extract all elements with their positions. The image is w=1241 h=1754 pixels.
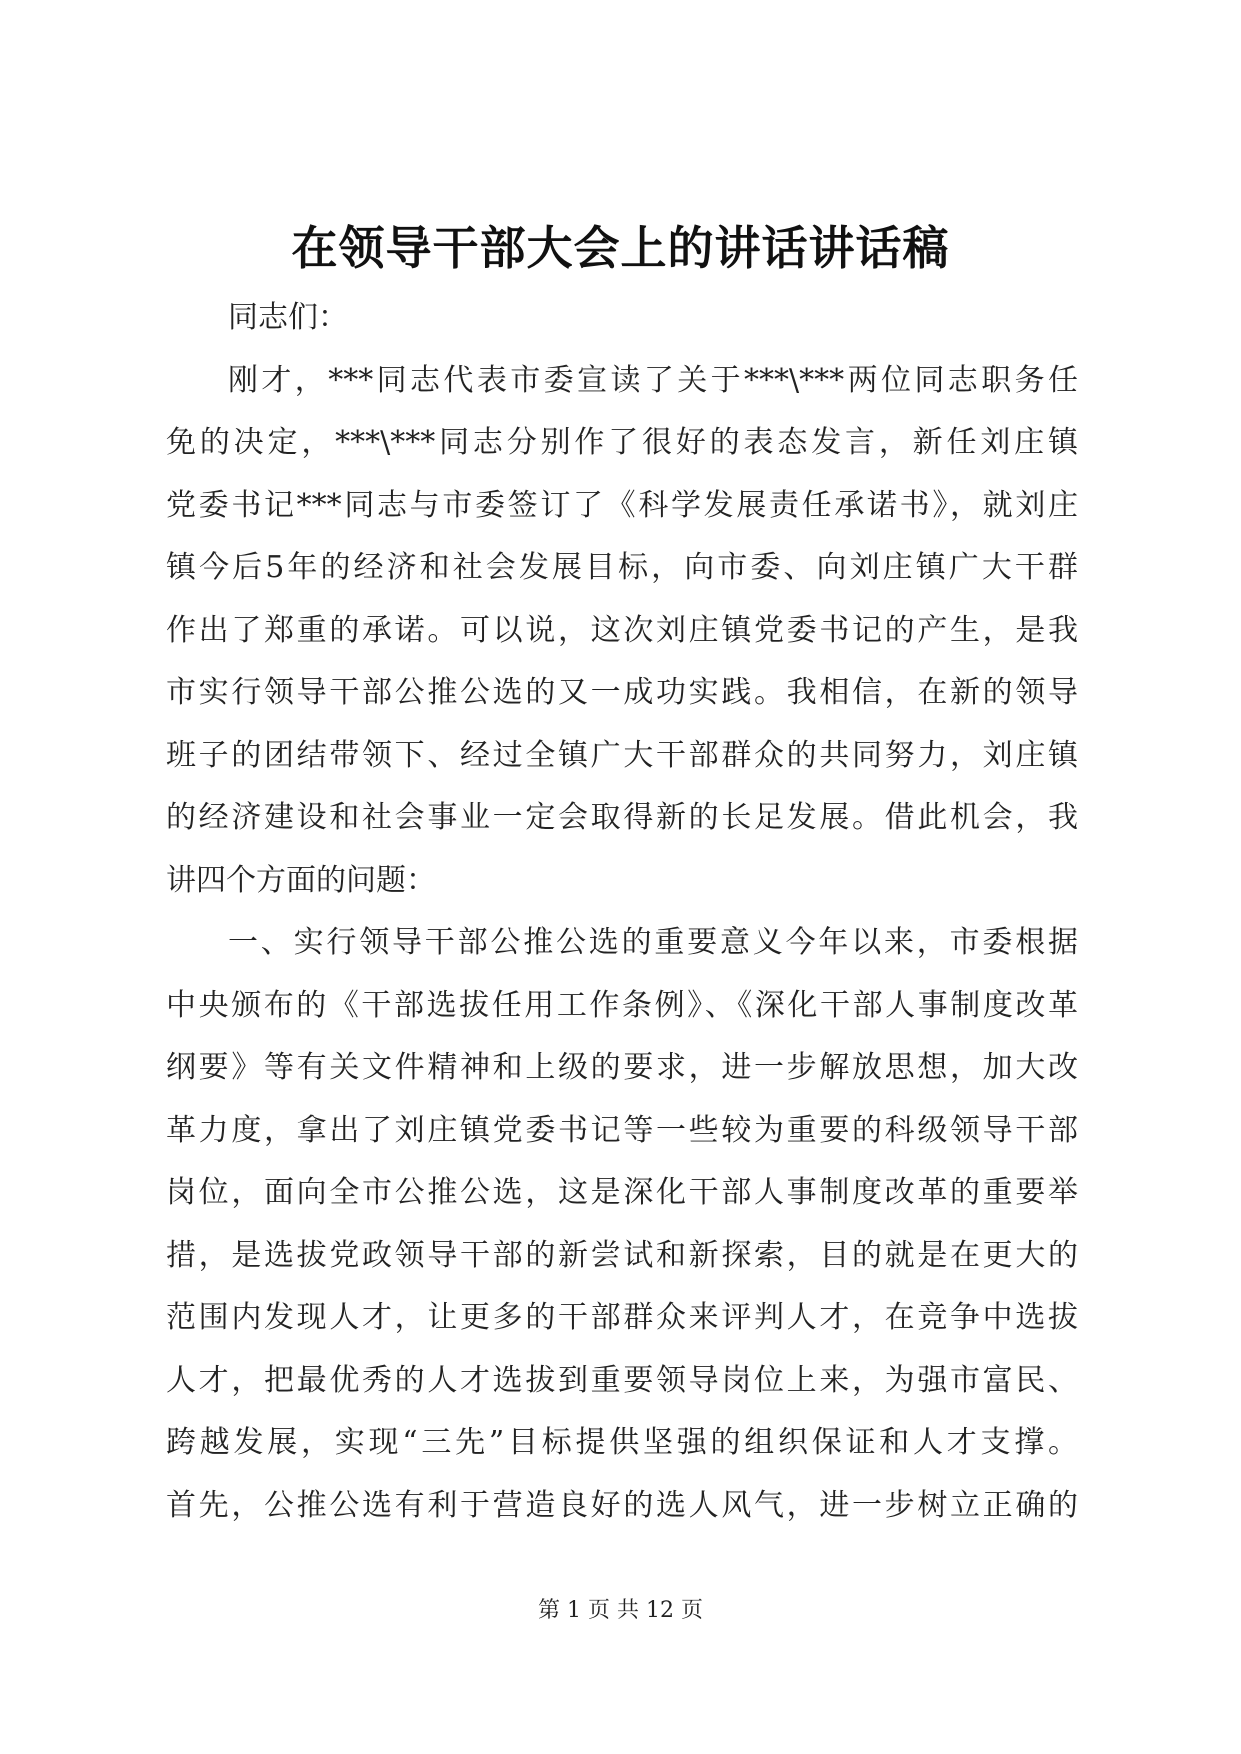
paragraph-line: 革力度，拿出了刘庄镇党委书记等一些较为重要的科级领导干部 [166, 1112, 1078, 1148]
paragraph-line: 中央颁布的《干部选拔任用工作条例》、《深化干部人事制度改革 [166, 987, 1078, 1023]
paragraph-line: 讲四个方面的问题： [166, 862, 436, 898]
paragraph-line: 纲要》等有关文件精神和上级的要求，进一步解放思想，加大改 [166, 1050, 1078, 1085]
document-body [166, 287, 1078, 1537]
paragraph-line: 措，是选拔党政领导干部的新尝试和新探索，目的就是在更大的 [166, 1237, 1078, 1273]
paragraph-line: 镇今后5年的经济和社会发展目标，向市委、向刘庄镇广大干群 [166, 550, 1078, 585]
paragraph-line: 作出了郑重的承诺。可以说，这次刘庄镇党委书记的产生，是我 [166, 612, 1078, 648]
paragraph-line: 跨越发展，实现“三先”目标提供坚强的组织保证和人才支撑。 [166, 1425, 1078, 1460]
document-title: 在领导干部大会上的讲话讲话稿 [291, 221, 950, 275]
paragraph-line: 岗位，面向全市公推公选，这是深化干部人事制度改革的重要举 [166, 1175, 1078, 1210]
page-number-footer: 第 1 页 共 12 页 [538, 1598, 703, 1623]
salutation-line: 同志们： [228, 300, 348, 335]
paragraph-line: 刚才，***同志代表市委宣读了关于***\***两位同志职务任 [228, 362, 1078, 398]
paragraph-line: 范围内发现人才，让更多的干部群众来评判人才，在竞争中选拔 [166, 1300, 1078, 1335]
paragraph-line: 免的决定，***\***同志分别作了很好的表态发言，新任刘庄镇 [166, 425, 1078, 460]
paragraph-line: 党委书记***同志与市委签订了《科学发展责任承诺书》，就刘庄 [166, 487, 1078, 523]
paragraph-line: 首先，公推公选有利于营造良好的选人风气，进一步树立正确的 [166, 1487, 1078, 1523]
paragraph-line: 班子的团结带领下、经过全镇广大干部群众的共同努力，刘庄镇 [166, 737, 1078, 773]
paragraph-line: 一、实行领导干部公推公选的重要意义今年以来，市委根据 [228, 925, 1078, 960]
paragraph-line: 人才，把最优秀的人才选拔到重要领导岗位上来，为强市富民、 [166, 1362, 1078, 1398]
paragraph-line: 市实行领导干部公推公选的又一成功实践。我相信，在新的领导 [166, 675, 1078, 710]
paragraph-line: 的经济建设和社会事业一定会取得新的长足发展。借此机会，我 [166, 800, 1078, 835]
